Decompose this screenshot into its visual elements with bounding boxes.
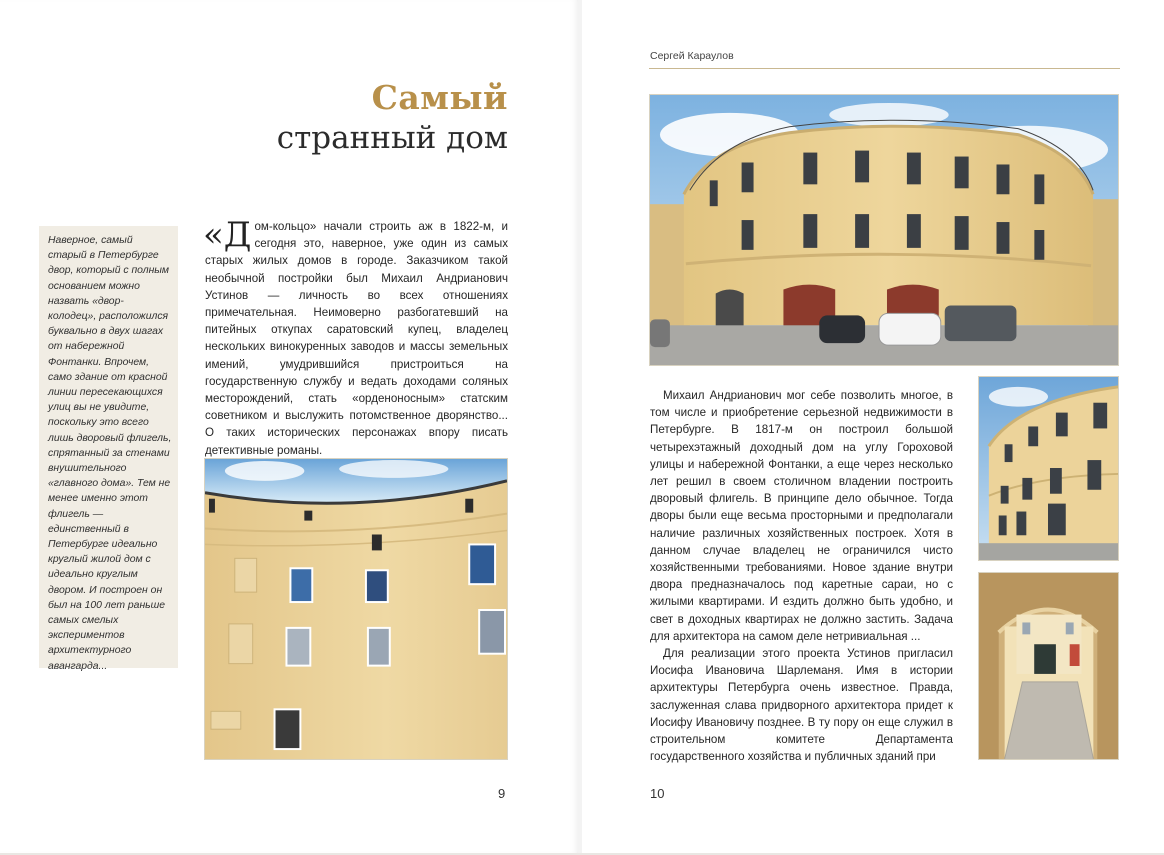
right-paragraph-1: Михаил Андрианович мог себе позволить многое, в том числе и приобретение серьезной недвижимости в Петербурге. В 1817-м он построил большой четырехэтажный доходный дом на углу Гороховой улицы и набережной Фонтанки, а еще через несколько лет решил в своем столичном владении построить дворовый флигель. В принципе дело обычное. Тогда дворы были еще весьма просторными и предполагали наличие различных хозяйственных построек. Хотя в данном случае владелец не ограничился чисто хозяйственными требованиями. Новое здание внутри двора предназначалось под каретные сараи, но с жилыми квартирами. И ездить должно быть удобно, и свет в доходных квартирах не должно застить. Задача для архитектора на самом деле нетривиальная ...: [650, 389, 953, 643]
page-number-left: 9: [498, 786, 506, 801]
drop-cap: «Д: [203, 215, 252, 255]
archway-photo: [978, 572, 1119, 760]
title-line-1: Самый: [371, 78, 508, 117]
left-page: [0, 0, 578, 853]
right-paragraph-2: Для реализации этого проекта Устинов пригласил Иосифа Ивановича Шарлеманя. Имя в истории архитектуры Петербурга очень известное. Правда, заслуженная слава придворного архитектора придет к Иосифу Ивановичу позднее. В ту пору он еще служил в строительном комитете Департамента государственного хозяйства и публичных зданий при: [650, 647, 953, 764]
courtyard-upward-photo: [204, 458, 508, 760]
title-line-2: странный дом: [276, 120, 508, 156]
lead-paragraph-text: ом-кольцо» начали строить аж в 1822-м, и сегодня это, наверное, уже один из самых старых жилых домов в городе. Заказчиком такой необычной постройки был Михаил Андрианович Устинов — личность во всех отношениях примечательная. Неимоверно разбогатевший на питейных откупах саратовский купец, владелец нескольких винокуренных заводов и массы земельных имений, умудрившийся пристроиться на государственную службу и ведать доходами соляных месторождений, стать «орденоносным» статским советником и выслужить потомственное дворянство... О таких исторических персонажах впору писать детективные романы.: [205, 220, 508, 457]
page-number-right: 10: [650, 786, 665, 801]
sidebar-intro-text: Наверное, самый старый в Петербурге двор, который с полным основанием можно назвать «двор-колодец», расположился буквально в двух шагах от набережной Фонтанки. Впрочем, само здание от красной линии пересекающихся улиц вы не увидите, поскольку это всего лишь дворовый флигель, спрятанный за стенами внушительного «главного дома». Тем не менее именно этот флигель — единственный в Петербурге идеально круглый жилой дом с идеально круглым двором. И построен он был на 100 лет раньше самых смелых экспериментов архитектурного авангарда...: [48, 235, 172, 672]
lead-paragraph: [203, 215, 508, 459]
header-rule: [649, 68, 1120, 69]
building-corner-photo: [978, 376, 1119, 561]
sidebar-intro-box: [39, 226, 178, 672]
running-header-author: Сергей Караулов: [650, 50, 734, 62]
right-page: [582, 0, 1164, 853]
right-body-text: [650, 387, 953, 765]
round-house-photo: [649, 94, 1119, 366]
